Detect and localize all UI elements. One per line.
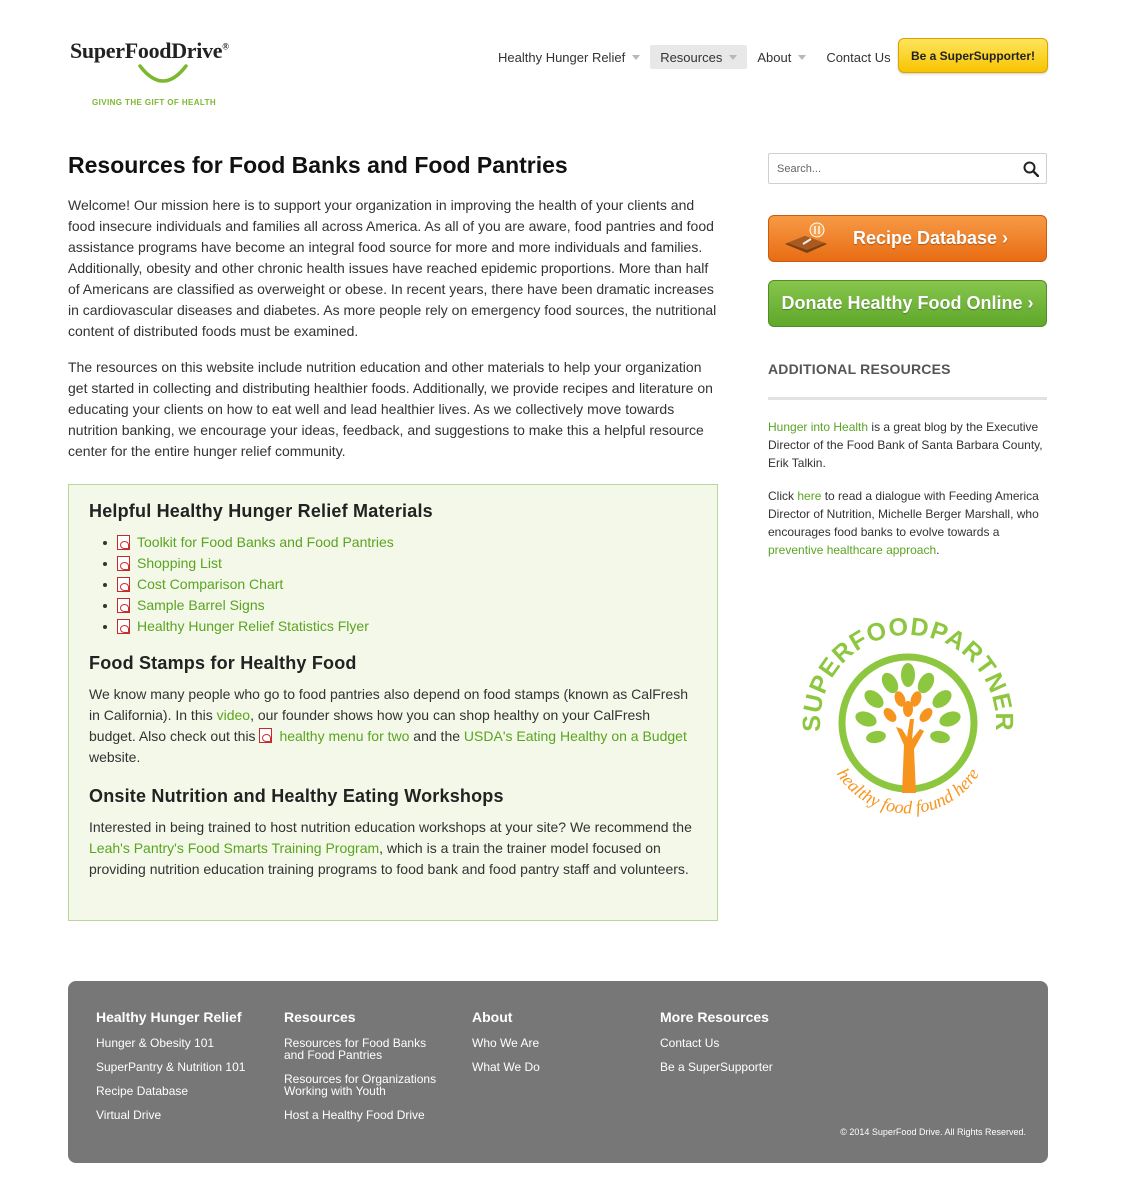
footer-link[interactable]: Recipe Database: [96, 1084, 189, 1098]
logo-tagline: GIVING THE GIFT OF HEALTH: [92, 98, 217, 107]
footer-heading: About: [472, 1009, 513, 1025]
workshops-heading: Onsite Nutrition and Healthy Eating Workshops: [89, 786, 504, 806]
pdf-icon: [117, 535, 130, 550]
list-item: [103, 595, 697, 616]
resources-box: [68, 484, 718, 921]
click-here-link[interactable]: here: [797, 489, 822, 503]
healthy-menu-link[interactable]: healthy menu for two: [279, 728, 410, 744]
materials-heading: Helpful Healthy Hunger Relief Materials: [89, 501, 433, 521]
search-icon[interactable]: [1016, 154, 1046, 183]
footer-col-healthy-hunger-relief: [96, 1009, 266, 1133]
usda-budget-link[interactable]: USDA's Eating Healthy on a Budget: [463, 728, 687, 744]
footer-link[interactable]: Host a Healthy Food Drive: [284, 1108, 425, 1122]
footer-link[interactable]: What We Do: [472, 1060, 540, 1074]
materials-link[interactable]: Healthy Hunger Relief Statistics Flyer: [137, 618, 369, 634]
nav-label: Contact Us: [826, 49, 891, 65]
footer-link[interactable]: Resources for Food Banks and Food Pantries: [284, 1036, 427, 1062]
page-title: Resources for Food Banks and Food Pantries: [68, 152, 568, 178]
be-a-supersupporter-button[interactable]: Be a SuperSupporter!: [898, 38, 1048, 73]
materials-link[interactable]: Shopping List: [137, 555, 222, 571]
donate-healthy-food-button[interactable]: Donate Healthy Food Online ›: [768, 280, 1047, 327]
footer-link[interactable]: Virtual Drive: [96, 1108, 162, 1122]
pdf-icon: [117, 598, 130, 613]
svg-text:healthy food found here: healthy food found here: [833, 764, 983, 818]
nav-resources[interactable]: [650, 45, 747, 69]
footer-link[interactable]: Contact Us: [660, 1036, 720, 1050]
footer-heading: Healthy Hunger Relief: [96, 1009, 242, 1025]
footer-col-more-resources: [660, 1009, 830, 1085]
site-footer: [68, 981, 1048, 1163]
food-stamps-heading: Food Stamps for Healthy Food: [89, 653, 357, 673]
chevron-down-icon: [798, 55, 806, 60]
materials-link[interactable]: Sample Barrel Signs: [137, 597, 265, 613]
pdf-icon: [117, 577, 130, 592]
list-item: [103, 574, 697, 595]
footer-heading: More Resources: [660, 1009, 769, 1025]
site-logo[interactable]: [70, 38, 260, 110]
logo-wordmark: SuperFoodDrive®: [70, 38, 229, 63]
search-box: [768, 153, 1047, 184]
pdf-icon: [117, 619, 130, 634]
preventive-healthcare-link[interactable]: preventive healthcare approach: [768, 543, 937, 557]
footer-link[interactable]: SuperPantry & Nutrition 101: [96, 1060, 246, 1074]
materials-link[interactable]: Cost Comparison Chart: [137, 576, 284, 592]
recipe-database-label: Recipe Database ›: [852, 228, 1009, 248]
nav-about[interactable]: [747, 45, 816, 69]
footer-link[interactable]: Hunger & Obesity 101: [96, 1036, 215, 1050]
copyright: © 2014 SuperFood Drive. All Rights Reserved.: [840, 1127, 1026, 1137]
materials-list: [103, 532, 697, 637]
nav-label: Resources: [660, 49, 723, 65]
nav-label: About: [757, 49, 792, 65]
footer-link[interactable]: Resources for Organizations Working with Youth: [284, 1072, 437, 1098]
list-item: [103, 532, 697, 553]
top-navigation: [488, 44, 901, 70]
materials-link[interactable]: Toolkit for Food Banks and Food Pantries: [137, 534, 394, 550]
footer-link[interactable]: Who We Are: [472, 1036, 540, 1050]
main-content: [68, 152, 718, 477]
footer-col-about: [472, 1009, 642, 1085]
logo-smile-icon: [136, 62, 190, 86]
workshops-paragraph: Interested in being trained to host nutrition education workshops at your site? We recommend the Leah's Pantry's Food Smarts Training Program, which is a train the trainer model focused on providing nutrition education training programs to food bank and food pantry staff and volunteers.: [89, 819, 692, 877]
food-smarts-link[interactable]: Leah's Pantry's Food Smarts Training Program: [89, 840, 380, 856]
footer-col-resources: [284, 1009, 454, 1133]
food-stamps-paragraph: We know many people who go to food pantries also depend on food stamps (known as CalFresh in California). In this video, our founder shows how you can shop healthy on your CalFresh budget. Also check out this healthy menu for two and the USDA's Eating Healthy on a Budget website.: [89, 686, 688, 765]
pdf-icon: [259, 728, 272, 743]
chevron-down-icon: [632, 55, 640, 60]
recipe-book-icon: [783, 222, 829, 258]
feeding-america-text: Click here to read a dialogue with Feeding America Director of Nutrition, Michelle Berger Marshall, who encourages food banks to evolve towards a preventive healthcare approach.: [768, 489, 1039, 557]
footer-heading: Resources: [284, 1009, 356, 1025]
chevron-down-icon: [729, 55, 737, 60]
video-link[interactable]: video: [216, 707, 251, 723]
hunger-into-health-text: Hunger into Health is a great blog by the Executive Director of the Food Bank of Santa Barbara County, Erik Talkin.: [768, 420, 1043, 470]
superfood-partner-badge: [790, 605, 1026, 841]
list-item: [103, 616, 697, 637]
footer-link[interactable]: Be a SuperSupporter: [660, 1060, 773, 1074]
pdf-icon: [117, 556, 130, 571]
search-input[interactable]: [769, 154, 1016, 183]
list-item: [103, 553, 697, 574]
nav-label: Healthy Hunger Relief: [498, 49, 626, 65]
hunger-into-health-link[interactable]: Hunger into Health: [768, 420, 869, 434]
resources-paragraph: The resources on this website include nutrition education and other materials to help your organization get started in collecting and distributing healthier foods. Additionally, we provide recipes and literature on educating your clients on how to eat well and lead healthier lives. As we collectively move towards nutrition banking, we encourage your ideas, feedback, and suggestions to make this a helpful resource center for the entire hunger relief community.: [68, 359, 713, 459]
svg-text:SUPERFOODPARTNER: SUPERFOODPARTNER: [797, 612, 1019, 732]
additional-resources-heading: ADDITIONAL RESOURCES: [768, 361, 1047, 400]
nav-healthy-hunger-relief[interactable]: [488, 45, 650, 69]
intro-paragraph: Welcome! Our mission here is to support your organization in improving the health of your clients and food insecure individuals and families all across America. As all of you are aware, food pantries and food assistance programs have become an integral food source for more and more individuals and families. Additionally, obesity and other chronic health issues have reached epidemic proportions. More than half of Americans are classified as overweight or obese. In recent years, there have been dramatic increases in cardiovascular diseases and diabetes. As more people rely on emergency food sources, the nutritional content of distributed foods must be examined.: [68, 197, 717, 339]
nav-contact-us[interactable]: [816, 45, 900, 69]
recipe-database-button[interactable]: [768, 215, 1047, 262]
